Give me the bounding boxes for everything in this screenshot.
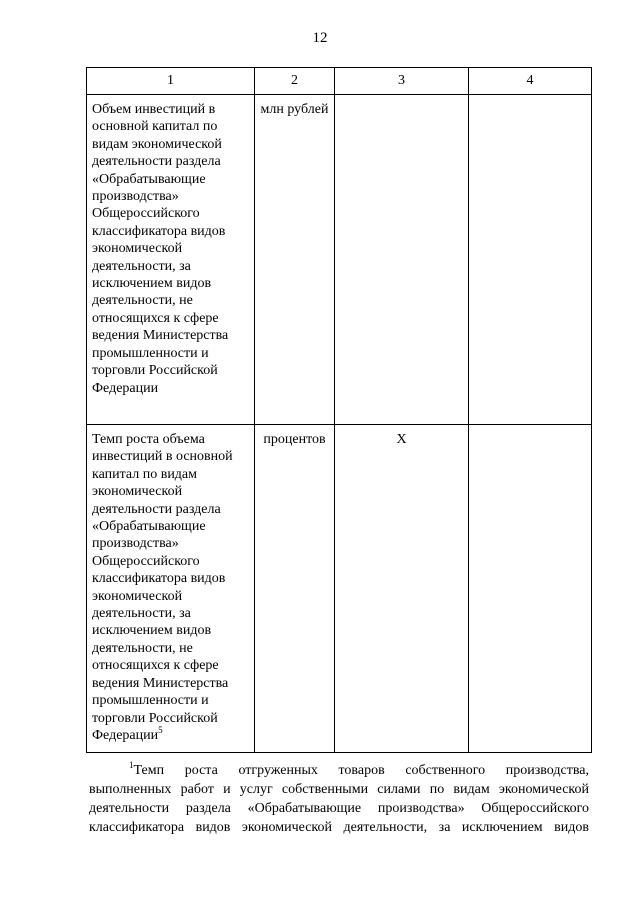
value-cell-col3: Х (335, 425, 469, 753)
value-cell-col4 (469, 95, 592, 425)
indicator-text: Темп роста объема инвестиций в основной капитал по видам экономической деятельности раздела «Обрабатывающие производства» Общероссийского классификатора видов экономической деятельности, за исключением видов деятельности, не относящихся к сфере ведения Министерства промышленности и торговли Российской Федерации (92, 432, 233, 743)
table-header-row (87, 68, 592, 95)
header-col-4: 4 (469, 68, 592, 95)
footnote (89, 761, 589, 837)
page-number: 12 (312, 30, 328, 46)
header-col-2: 2 (255, 68, 335, 95)
table-row (87, 95, 592, 425)
indicator-cell (87, 425, 255, 753)
table-row (87, 425, 592, 753)
header-col-3: 3 (335, 68, 469, 95)
header-col-1: 1 (87, 68, 255, 95)
value-cell-col4 (469, 425, 592, 753)
value-cell-col3 (335, 95, 469, 425)
footnote-marker: 1 (129, 760, 134, 770)
indicators-table (86, 67, 592, 753)
indicator-cell: Объем инвестиций в основной капитал по видам экономической деятельности раздела «Обрабатывающие производства» Общероссийского классификатора видов экономической деятельности, за исключением видов деятельности, не относящихся к сфере ведения Министерства промышленности и торговли Российской Федерации (87, 95, 255, 425)
footnote-ref: 5 (158, 724, 163, 735)
footnote-text (89, 761, 589, 837)
unit-cell: млн рублей (255, 95, 335, 425)
unit-cell: процентов (255, 425, 335, 753)
footnote-body: Темп роста отгруженных товаров собственного производства, выполненных работ и услуг собственными силами по видам экономической деятельности раздела «Обрабатывающие производства» Общероссийского классификатора видов экономической деятельности, за исключением видов (89, 763, 589, 835)
